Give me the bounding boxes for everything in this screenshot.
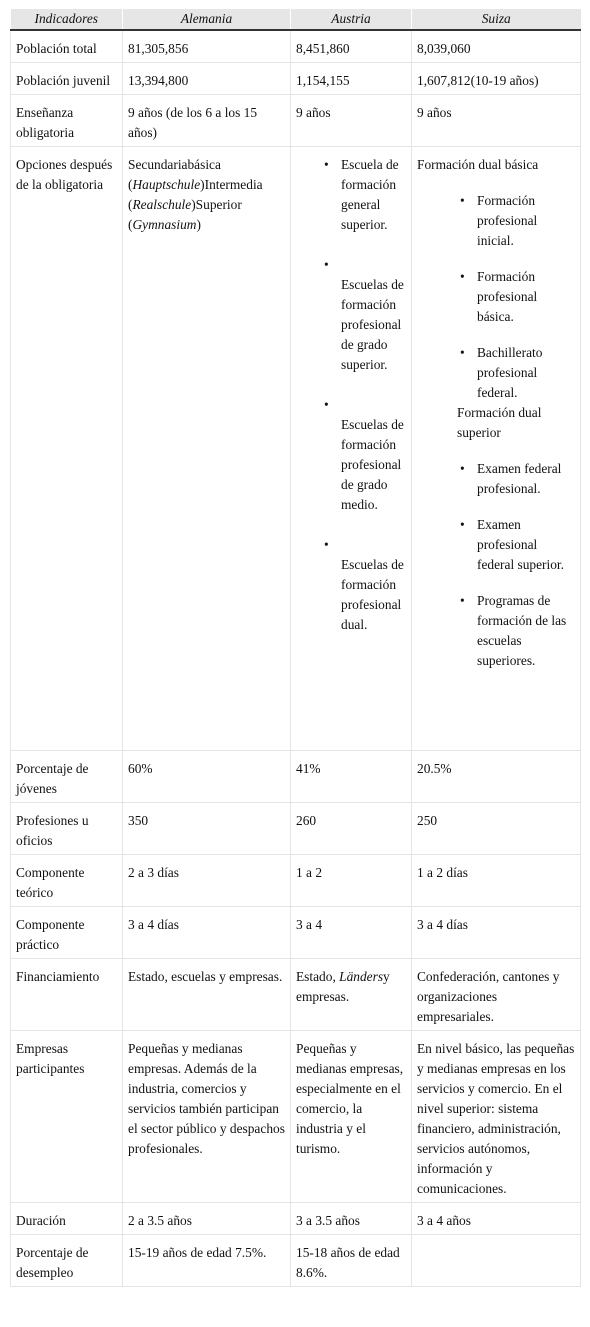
table-row bbox=[11, 803, 581, 855]
row-label: Componente práctico bbox=[11, 907, 123, 959]
text-fragment: ) bbox=[196, 217, 201, 232]
cell-austria: 3 a 4 bbox=[291, 907, 412, 959]
cell-austria: 260 bbox=[291, 803, 412, 855]
cell-suiza: Confederación, cantones y organizaciones empresariales. bbox=[412, 959, 581, 1031]
cell-austria: 15-18 años de edad 8.6%. bbox=[291, 1235, 412, 1287]
superior-title: Formación dual superior bbox=[457, 405, 542, 440]
cell-alemania: 2 a 3.5 años bbox=[123, 1203, 291, 1235]
comparison-table bbox=[10, 9, 581, 1287]
row-label: Porcentaje de desempleo bbox=[11, 1235, 123, 1287]
row-label: Duración bbox=[11, 1203, 123, 1235]
list-item: • Formación profesional básica. bbox=[457, 267, 575, 327]
list-item: • Escuela de formación general superior. bbox=[321, 155, 406, 235]
table-row bbox=[11, 1235, 581, 1287]
cell-austria: 8,451,860 bbox=[291, 30, 412, 63]
list-item: • Programas de formación de las escuelas superiores. bbox=[457, 591, 575, 671]
row-label: Profesiones u oficios bbox=[11, 803, 123, 855]
cell-austria: 1,154,155 bbox=[291, 63, 412, 95]
header-austria: Austria bbox=[291, 9, 412, 30]
cell-suiza: 9 años bbox=[412, 95, 581, 147]
list-item-text: Escuelas de formación profesional dual. bbox=[341, 557, 404, 632]
austria-options-list bbox=[296, 155, 406, 635]
list-item: • Examen profesional federal superior. bbox=[457, 515, 575, 575]
cell-austria bbox=[291, 147, 412, 751]
table-row bbox=[11, 959, 581, 1031]
cell-alemania: 60% bbox=[123, 751, 291, 803]
cell-suiza: En nivel básico, las pequeñas y medianas empresas en los servicios y comercio. En el nivel superior: sistema financiero, administración, servicios autónomos, información y comunicaciones. bbox=[412, 1031, 581, 1203]
row-label: Población juvenil bbox=[11, 63, 123, 95]
list-item bbox=[321, 255, 406, 375]
list-item bbox=[321, 395, 406, 515]
cell-alemania: Pequeñas y medianas empresas. Además de la industria, comercios y servicios también participan el sector público y despachos profesionales. bbox=[123, 1031, 291, 1203]
cell-suiza: 20.5% bbox=[412, 751, 581, 803]
cell-suiza: 1 a 2 días bbox=[412, 855, 581, 907]
table-row bbox=[11, 855, 581, 907]
table-row bbox=[11, 751, 581, 803]
header-suiza: Suiza bbox=[412, 9, 581, 30]
row-label: Opciones después de la obligatoria bbox=[11, 147, 123, 751]
comparison-table-container bbox=[10, 9, 580, 1287]
row-label: Población total bbox=[11, 30, 123, 63]
text-fragment: )Intermedia ( bbox=[128, 177, 263, 212]
italic-term: Hauptschule bbox=[132, 177, 201, 192]
italic-term: Länders bbox=[339, 969, 384, 984]
table-header-row bbox=[11, 9, 581, 30]
table-row bbox=[11, 95, 581, 147]
table-row bbox=[11, 1203, 581, 1235]
italic-term: Realschule bbox=[132, 197, 192, 212]
cell-austria: 41% bbox=[291, 751, 412, 803]
table-row bbox=[11, 907, 581, 959]
cell-alemania: 350 bbox=[123, 803, 291, 855]
list-item: • Bachillerato profesional federal. bbox=[457, 343, 575, 403]
cell-suiza: 3 a 4 días bbox=[412, 907, 581, 959]
cell-austria bbox=[291, 959, 412, 1031]
table-row bbox=[11, 147, 581, 751]
cell-suiza: 250 bbox=[412, 803, 581, 855]
text-fragment: y empresas. bbox=[296, 969, 390, 1004]
cell-alemania: 9 años (de los 6 a los 15 años) bbox=[123, 95, 291, 147]
list-item bbox=[321, 535, 406, 635]
list-item-text: Escuelas de formación profesional de grado superior. bbox=[341, 277, 404, 372]
text-fragment: Estado, bbox=[296, 969, 340, 984]
suiza-superior-list bbox=[457, 459, 575, 671]
row-label: Empresas participantes bbox=[11, 1031, 123, 1203]
list-item-text: Escuelas de formación profesional de grado medio. bbox=[341, 417, 404, 512]
basic-title: Formación dual básica bbox=[417, 157, 539, 172]
cell-alemania bbox=[123, 147, 291, 751]
row-label: Financiamiento bbox=[11, 959, 123, 1031]
table-row bbox=[11, 30, 581, 63]
cell-suiza: 8,039,060 bbox=[412, 30, 581, 63]
cell-austria: 3 a 3.5 años bbox=[291, 1203, 412, 1235]
cell-alemania: 2 a 3 días bbox=[123, 855, 291, 907]
text-fragment: Secundariabásica ( bbox=[128, 157, 221, 192]
list-item: • Examen federal profesional. bbox=[457, 459, 575, 499]
text-fragment: )Superior ( bbox=[128, 197, 242, 232]
italic-term: Gymnasium bbox=[132, 217, 197, 232]
cell-alemania: 15-19 años de edad 7.5%. bbox=[123, 1235, 291, 1287]
suiza-options-block bbox=[417, 191, 575, 671]
cell-alemania: 81,305,856 bbox=[123, 30, 291, 63]
cell-suiza: 3 a 4 años bbox=[412, 1203, 581, 1235]
header-indicadores: Indicadores bbox=[11, 9, 123, 30]
row-label: Componente teórico bbox=[11, 855, 123, 907]
row-label: Enseñanza obligatoria bbox=[11, 95, 123, 147]
list-item: • Formación profesional inicial. bbox=[457, 191, 575, 251]
table-row bbox=[11, 1031, 581, 1203]
cell-suiza bbox=[412, 147, 581, 751]
table-row bbox=[11, 63, 581, 95]
cell-alemania: 13,394,800 bbox=[123, 63, 291, 95]
cell-alemania: Estado, escuelas y empresas. bbox=[123, 959, 291, 1031]
cell-austria: Pequeñas y medianas empresas, especialmente en el comercio, la industria y el turismo. bbox=[291, 1031, 412, 1203]
suiza-basic-list bbox=[457, 191, 575, 403]
cell-suiza: 1,607,812(10-19 años) bbox=[412, 63, 581, 95]
cell-alemania: 3 a 4 días bbox=[123, 907, 291, 959]
header-alemania: Alemania bbox=[123, 9, 291, 30]
cell-austria: 1 a 2 bbox=[291, 855, 412, 907]
cell-suiza bbox=[412, 1235, 581, 1287]
row-label: Porcentaje de jóvenes bbox=[11, 751, 123, 803]
cell-austria: 9 años bbox=[291, 95, 412, 147]
